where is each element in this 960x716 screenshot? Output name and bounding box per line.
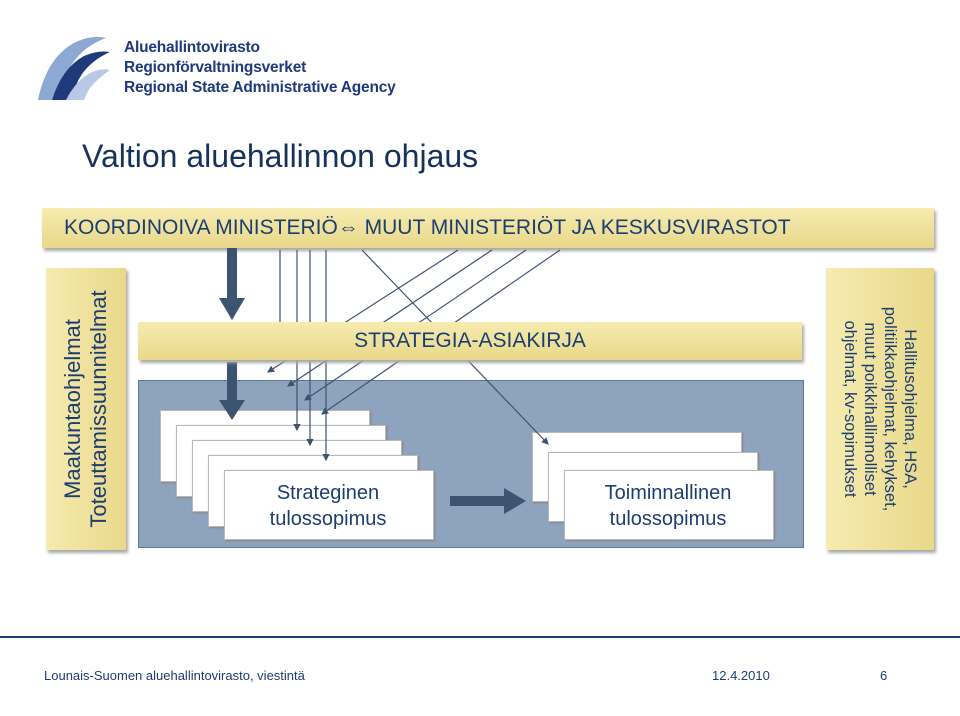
footer-page-number: 6: [880, 668, 888, 683]
coordination-bar: KOORDINOIVA MINISTERIÖ⇔ MUUT MINISTERIÖT JA KESKUSVIRASTOT: [42, 208, 934, 248]
government-programs-text: [840, 268, 920, 550]
footer-organization: Lounais-Suomen aluehallintovirasto, viestintä: [44, 668, 305, 683]
government-programs-line-2: politiikkaohjelmat, kehykset,: [881, 306, 899, 512]
strategic-to-operational-arrow: [450, 488, 526, 514]
regional-programs-line-1: Maakuntaohjelmat: [60, 319, 85, 499]
government-programs-line-1: Hallitusohjelma, HSA,: [901, 329, 919, 489]
footer-date: 12.4.2010: [712, 668, 770, 683]
government-programs-box: [826, 268, 934, 550]
government-programs-line-3: muut poikkihallinnolliset: [861, 322, 879, 496]
page-title: Valtion aluehallinnon ohjaus: [82, 138, 479, 174]
government-programs-line-4: ohjelmat, kv-sopimukset: [841, 320, 859, 498]
strategic-agreement-line-1: Strateginen: [276, 482, 380, 504]
regional-programs-box: [46, 268, 126, 550]
strategy-document-banner: STRATEGIA-ASIAKIRJA: [138, 322, 802, 360]
agency-name-sv: Regionförvaltningsverket: [124, 59, 307, 76]
footer-divider: [0, 636, 960, 638]
thick-arrow-lower: [219, 362, 245, 420]
operational-agreement-line-1: Toiminnallinen: [604, 482, 732, 504]
strategic-agreement-line-2: tulossopimus: [269, 508, 387, 530]
thick-arrow-upper: [219, 248, 245, 320]
operational-agreement-line-2: tulossopimus: [609, 508, 727, 530]
footer: [0, 636, 960, 716]
agency-name-fi: Aluehallintovirasto: [124, 39, 260, 56]
regional-programs-text: [60, 268, 112, 550]
agency-name-en: Regional State Administrative Agency: [124, 79, 396, 96]
regional-programs-line-2: Toteuttamissuunnitelmat: [86, 290, 111, 528]
